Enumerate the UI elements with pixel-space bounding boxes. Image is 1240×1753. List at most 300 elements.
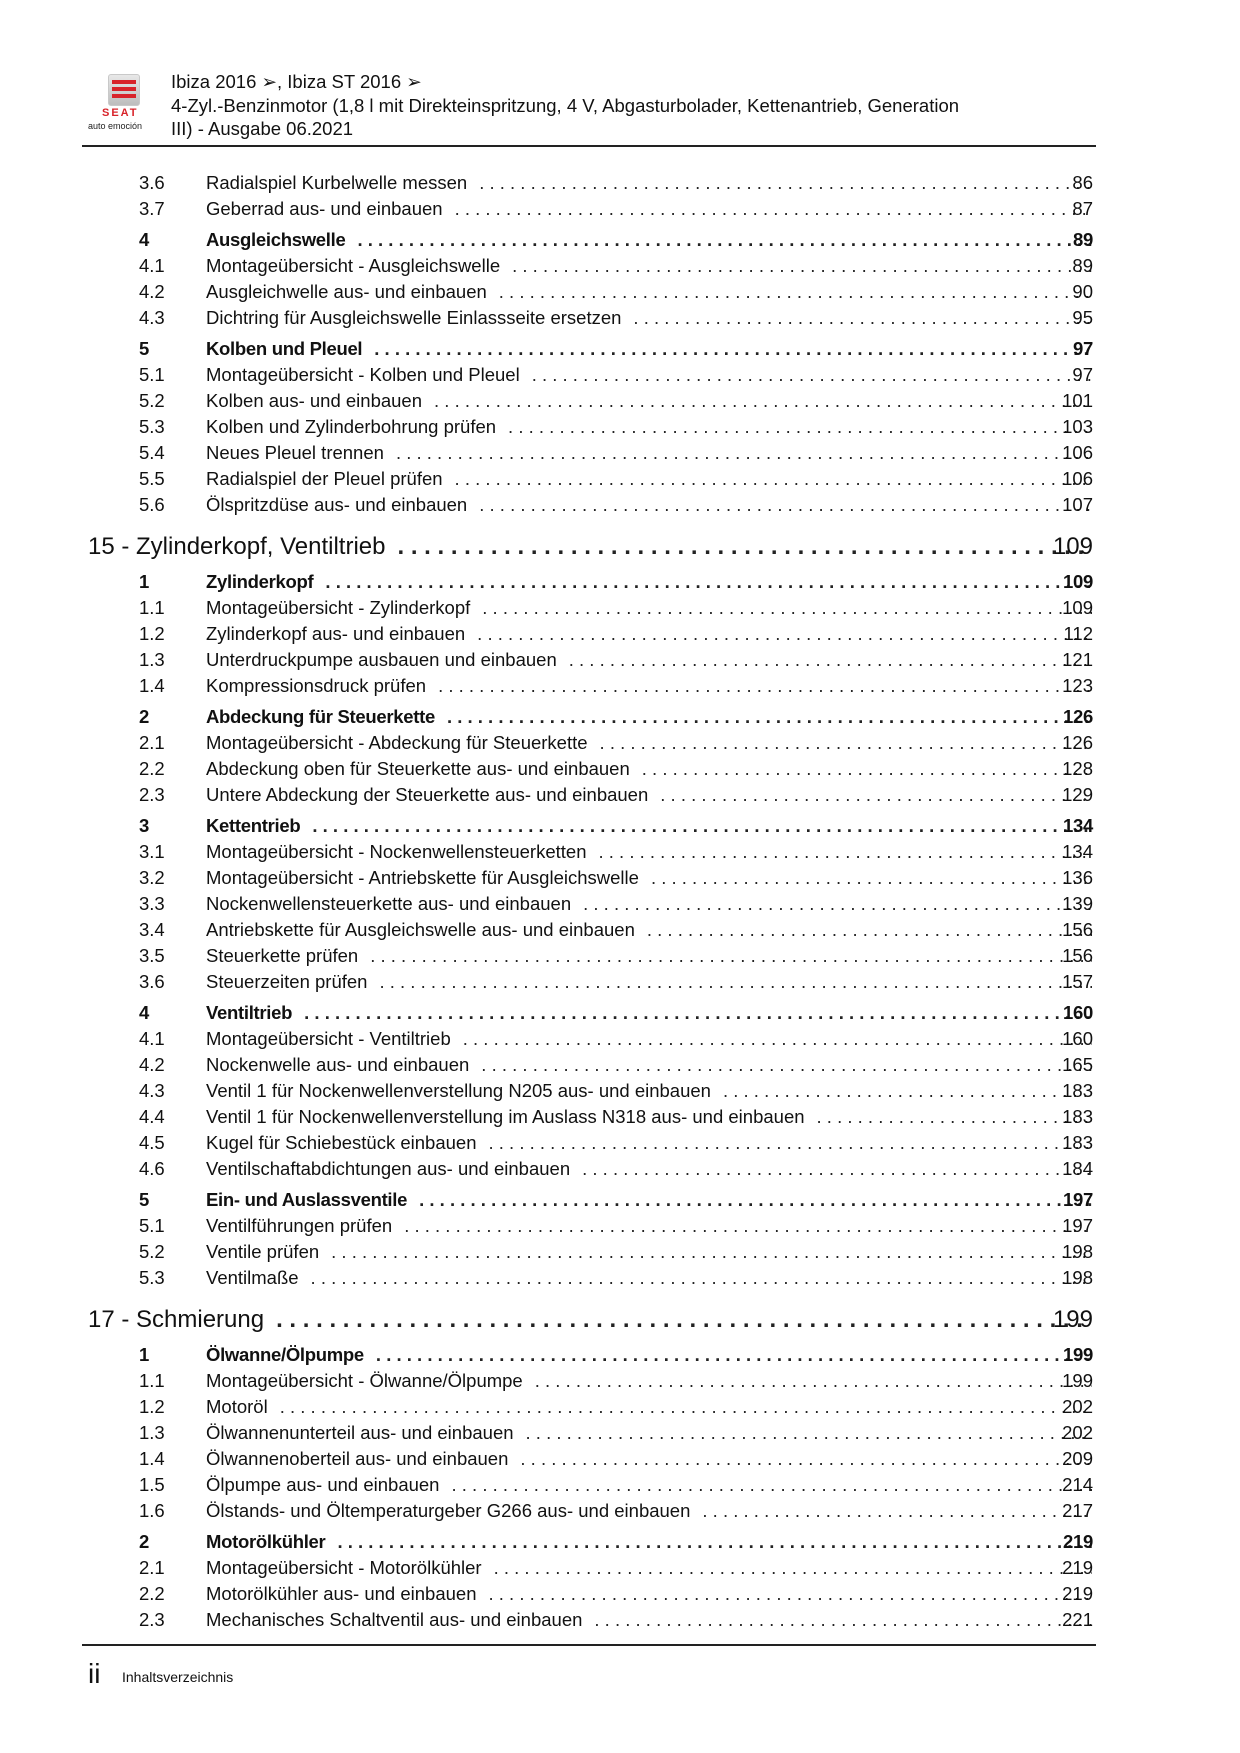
toc-title-wrap: [206, 839, 1092, 865]
dot-leader: [520, 1446, 1092, 1472]
dot-leader: [642, 756, 1092, 782]
toc-title-wrap: [206, 440, 1092, 466]
toc-page-number[interactable]: 129: [1062, 784, 1093, 805]
toc-title-wrap: [206, 1156, 1092, 1182]
toc-number: 4.2: [139, 281, 165, 302]
toc-page-number[interactable]: 214: [1062, 1474, 1093, 1495]
toc-title[interactable]: Motoröl: [206, 1396, 268, 1417]
toc-number: 2.1: [139, 1557, 165, 1578]
toc-title-wrap: [206, 227, 1092, 253]
toc-title-wrap: [206, 362, 1092, 388]
toc-entry[interactable]: [0, 1104, 1240, 1130]
toc-page-number[interactable]: 198: [1062, 1267, 1093, 1288]
footer-page-number: ii: [88, 1658, 101, 1689]
toc-page-number[interactable]: 126: [1063, 706, 1093, 727]
toc-title[interactable]: Ventil 1 für Nockenwellenverstellung N205 aus- und einbauen: [206, 1080, 711, 1101]
toc-page-number[interactable]: 90: [1072, 281, 1093, 302]
toc-number: 5.4: [139, 442, 165, 463]
toc-title[interactable]: Ölwanne/Ölpumpe: [206, 1344, 364, 1365]
dot-leader: [600, 730, 1092, 756]
toc-title-wrap: [206, 1529, 1092, 1555]
toc-page-number[interactable]: 219: [1062, 1557, 1093, 1578]
toc-title[interactable]: Montageübersicht - Nockenwellensteuerketten: [206, 841, 587, 862]
toc-title[interactable]: Montageübersicht - Ventiltrieb: [206, 1028, 451, 1049]
toc-title-wrap: [206, 279, 1092, 305]
toc-entry[interactable]: [0, 305, 1240, 331]
toc-number: 5.1: [139, 1215, 165, 1236]
toc-title[interactable]: Montageübersicht - Abdeckung für Steuerkette: [206, 732, 588, 753]
toc-page-number[interactable]: 156: [1062, 919, 1093, 940]
toc-entry[interactable]: [0, 1581, 1240, 1607]
toc-page-number[interactable]: 121: [1062, 649, 1093, 670]
toc-title[interactable]: Ölstands- und Öltemperaturgeber G266 aus- und einbauen: [206, 1500, 691, 1521]
toc-title-wrap: [206, 1446, 1092, 1472]
toc-page-number[interactable]: 139: [1062, 893, 1093, 914]
toc-title-wrap: [206, 1368, 1092, 1394]
toc-title-wrap: [206, 1187, 1092, 1213]
toc-title-wrap: [206, 1213, 1092, 1239]
toc-entry[interactable]: [0, 782, 1240, 808]
seat-logo: [88, 74, 156, 130]
toc-page-number[interactable]: 197: [1062, 1215, 1093, 1236]
toc-title-wrap: [206, 595, 1092, 621]
toc-number: 5.5: [139, 468, 165, 489]
dot-leader: [434, 388, 1092, 414]
toc-entry[interactable]: [0, 196, 1240, 222]
dot-leader: [512, 253, 1092, 279]
toc-title[interactable]: Kolben und Zylinderbohrung prüfen: [206, 416, 497, 437]
seat-logo-icon: [108, 74, 140, 106]
toc-number: 1.2: [139, 623, 165, 644]
toc-number: 1.2: [139, 1396, 165, 1417]
toc-title-wrap: [206, 782, 1092, 808]
dot-leader: [494, 1555, 1092, 1581]
dot-leader: [633, 305, 1092, 331]
toc-title[interactable]: Mechanisches Schaltventil aus- und einbauen: [206, 1609, 583, 1630]
toc-title-wrap: [206, 414, 1092, 440]
toc-title-wrap: [206, 1472, 1092, 1498]
toc-title[interactable]: Ölspritzdüse aus- und einbauen: [206, 494, 468, 515]
toc-entry[interactable]: [0, 1368, 1240, 1394]
toc-number: 3: [139, 815, 149, 836]
dot-leader: [304, 1000, 1092, 1026]
toc-title-wrap: [206, 865, 1092, 891]
toc-title[interactable]: Ventiltrieb: [206, 1002, 293, 1023]
toc-entry[interactable]: [0, 647, 1240, 673]
toc-number: 4.1: [139, 255, 165, 276]
dot-leader: [455, 196, 1092, 222]
toc-number: 4.1: [139, 1028, 165, 1049]
toc-page-number[interactable]: 183: [1062, 1132, 1093, 1153]
toc-title-wrap: [206, 1498, 1092, 1524]
toc-chapter[interactable]: [0, 530, 1240, 564]
toc-title[interactable]: Montageübersicht - Antriebskette für Ausgleichswelle: [206, 867, 639, 888]
toc-title-wrap: [206, 1394, 1092, 1420]
toc-number: 4: [139, 1002, 149, 1023]
toc-title[interactable]: Zylinderkopf aus- und einbauen: [206, 623, 466, 644]
toc-page-number[interactable]: 183: [1062, 1106, 1093, 1127]
toc-title[interactable]: Neues Pleuel trennen: [206, 442, 384, 463]
toc-number: 1.5: [139, 1474, 165, 1495]
toc-page-number[interactable]: 109: [1063, 571, 1093, 592]
toc-title[interactable]: Untere Abdeckung der Steuerkette aus- und einbauen: [206, 784, 649, 805]
toc-page-number[interactable]: 106: [1062, 468, 1093, 489]
toc-number: 5.3: [139, 1267, 165, 1288]
toc-number: 5.1: [139, 364, 165, 385]
toc-title[interactable]: Nockenwellensteuerkette aus- und einbauen: [206, 893, 572, 914]
toc-title-wrap: [206, 1607, 1092, 1633]
dot-leader: [569, 647, 1092, 673]
toc-title-wrap: [206, 969, 1092, 995]
toc-title[interactable]: Montageübersicht - Kolben und Pleuel: [206, 364, 520, 385]
toc-number: 1.3: [139, 649, 165, 670]
toc-entry[interactable]: [0, 917, 1240, 943]
toc-section[interactable]: [0, 1342, 1240, 1368]
toc-page-number[interactable]: 109: [1052, 533, 1093, 560]
toc-title-wrap: [206, 647, 1092, 673]
toc-title[interactable]: Montageübersicht - Ölwanne/Ölpumpe: [206, 1370, 523, 1391]
toc-number: 2: [139, 706, 149, 727]
toc-page-number[interactable]: 95: [1072, 307, 1093, 328]
toc-page-number[interactable]: 86: [1072, 172, 1093, 193]
toc-title[interactable]: Ventilführungen prüfen: [206, 1215, 393, 1236]
toc-title[interactable]: Ventilschaftabdichtungen aus- und einbauen: [206, 1158, 571, 1179]
toc-entry[interactable]: [0, 1213, 1240, 1239]
logo-brand: SEAT: [102, 107, 139, 119]
toc-entry[interactable]: [0, 1130, 1240, 1156]
toc-title[interactable]: Ölpumpe aus- und einbauen: [206, 1474, 440, 1495]
toc-title-wrap: [206, 891, 1092, 917]
toc-title[interactable]: 15 - Zylinderkopf, Ventiltrieb: [88, 533, 386, 560]
toc-title-wrap: [206, 673, 1092, 699]
toc-title-wrap: [206, 1078, 1092, 1104]
toc-title-wrap: [206, 917, 1092, 943]
toc-title[interactable]: Antriebskette für Ausgleichswelle aus- und einbauen: [206, 919, 635, 940]
dot-leader: [357, 227, 1092, 253]
toc-title[interactable]: Motorölkühler: [206, 1531, 326, 1552]
toc-entry[interactable]: [0, 253, 1240, 279]
toc-page-number[interactable]: 197: [1063, 1189, 1093, 1210]
dot-leader: [396, 440, 1092, 466]
dot-leader: [331, 1239, 1092, 1265]
toc-page-number[interactable]: 97: [1073, 338, 1093, 359]
toc-chapter[interactable]: [0, 1303, 1240, 1337]
toc-title[interactable]: Zylinderkopf: [206, 571, 314, 592]
toc-page-number[interactable]: 199: [1063, 1344, 1093, 1365]
header-line-model: Ibiza 2016 ➢, Ibiza ST 2016 ➢: [171, 71, 422, 92]
toc-title[interactable]: Kolben aus- und einbauen: [206, 390, 423, 411]
header-line-engine: 4-Zyl.-Benzinmotor (1,8 l mit Direkteinspritzung, 4 V, Abgasturbolader, Kettenantrieb, Generation: [171, 94, 960, 116]
toc-page-number[interactable]: 136: [1062, 867, 1093, 888]
toc-number: 5.6: [139, 494, 165, 515]
toc-number: 4.6: [139, 1158, 165, 1179]
toc-number: 5.3: [139, 416, 165, 437]
toc-title-wrap: [206, 1104, 1092, 1130]
dot-leader: [526, 1420, 1092, 1446]
toc-title[interactable]: Kompressionsdruck prüfen: [206, 675, 427, 696]
toc-number: 3.6: [139, 971, 165, 992]
toc-number: 1.6: [139, 1500, 165, 1521]
toc-page-number[interactable]: 157: [1062, 971, 1093, 992]
toc-title[interactable]: Ausgleichswelle: [206, 229, 346, 250]
toc-entry[interactable]: [0, 756, 1240, 782]
dot-leader: [447, 704, 1092, 730]
toc-entry[interactable]: [0, 969, 1240, 995]
toc-title[interactable]: Unterdruckpumpe ausbauen und einbauen: [206, 649, 557, 670]
dot-leader: [508, 414, 1092, 440]
dot-leader: [312, 813, 1092, 839]
toc-number: 3.7: [139, 198, 165, 219]
toc-title-wrap: [206, 1555, 1092, 1581]
toc-entry[interactable]: [0, 440, 1240, 466]
toc-page-number[interactable]: 103: [1062, 416, 1093, 437]
dot-leader: [583, 891, 1092, 917]
toc-title[interactable]: Ölwannenoberteil aus- und einbauen: [206, 1448, 509, 1469]
toc-page-number[interactable]: 199: [1052, 1306, 1093, 1333]
toc-number: 4.3: [139, 307, 165, 328]
toc-section[interactable]: [0, 704, 1240, 730]
toc-title-wrap: [88, 530, 1090, 564]
toc-title-wrap: [206, 1342, 1092, 1368]
toc-page-number[interactable]: 109: [1062, 597, 1093, 618]
toc-title[interactable]: Kugel für Schiebestück einbauen: [206, 1132, 477, 1153]
toc-number: 4.3: [139, 1080, 165, 1101]
toc-entry[interactable]: [0, 1555, 1240, 1581]
toc-number: 1.4: [139, 675, 165, 696]
toc-title[interactable]: Dichtring für Ausgleichswelle Einlassseite ersetzen: [206, 307, 622, 328]
dot-leader: [276, 1303, 1090, 1337]
toc-entry[interactable]: [0, 1472, 1240, 1498]
dot-leader: [723, 1078, 1092, 1104]
toc-entry[interactable]: [0, 279, 1240, 305]
toc-number: 3.4: [139, 919, 165, 940]
dot-leader: [479, 492, 1092, 518]
toc-entry[interactable]: [0, 170, 1240, 196]
toc-title-wrap: [206, 1130, 1092, 1156]
toc-entry[interactable]: [0, 1239, 1240, 1265]
toc-number: 5.2: [139, 1241, 165, 1262]
toc-page-number[interactable]: 217: [1062, 1500, 1093, 1521]
footer-divider: [82, 1644, 1096, 1646]
dot-leader: [582, 1156, 1092, 1182]
toc-entry[interactable]: [0, 414, 1240, 440]
toc-page-number[interactable]: 183: [1062, 1080, 1093, 1101]
dot-leader: [488, 1581, 1092, 1607]
toc-number: 4.5: [139, 1132, 165, 1153]
toc-title[interactable]: Steuerkette prüfen: [206, 945, 359, 966]
toc-page-number[interactable]: 107: [1062, 494, 1093, 515]
toc-entry[interactable]: [0, 1420, 1240, 1446]
toc-entry[interactable]: [0, 595, 1240, 621]
dot-leader: [370, 943, 1092, 969]
toc-entry[interactable]: [0, 730, 1240, 756]
toc-entry[interactable]: [0, 1498, 1240, 1524]
dot-leader: [702, 1498, 1092, 1524]
toc-number: 4.4: [139, 1106, 165, 1127]
toc-title-wrap: [206, 305, 1092, 331]
toc-page-number[interactable]: 126: [1062, 732, 1093, 753]
toc-title[interactable]: Radialspiel der Pleuel prüfen: [206, 468, 443, 489]
toc-title[interactable]: Ventilmaße: [206, 1267, 299, 1288]
toc-title[interactable]: Ventile prüfen: [206, 1241, 320, 1262]
toc-page-number[interactable]: 97: [1072, 364, 1093, 385]
dot-leader: [481, 1052, 1092, 1078]
toc-title[interactable]: Abdeckung für Steuerkette: [206, 706, 435, 727]
toc-page-number[interactable]: 219: [1062, 1583, 1093, 1604]
toc-section[interactable]: [0, 227, 1240, 253]
toc-title[interactable]: Motorölkühler aus- und einbauen: [206, 1583, 477, 1604]
toc-number: 1.3: [139, 1422, 165, 1443]
toc-title-wrap: [206, 388, 1092, 414]
toc-title[interactable]: Montageübersicht - Motorölkühler: [206, 1557, 482, 1578]
toc-page-number[interactable]: 221: [1062, 1609, 1093, 1630]
toc-title[interactable]: Abdeckung oben für Steuerkette aus- und einbauen: [206, 758, 630, 779]
toc-title-wrap: [206, 1581, 1092, 1607]
toc-title[interactable]: Ausgleichwelle aus- und einbauen: [206, 281, 487, 302]
dot-leader: [817, 1104, 1092, 1130]
toc-number: 3.5: [139, 945, 165, 966]
toc-number: 3.6: [139, 172, 165, 193]
toc-entry[interactable]: [0, 1394, 1240, 1420]
dot-leader: [374, 336, 1092, 362]
toc-title[interactable]: Ein- und Auslassventile: [206, 1189, 408, 1210]
toc-title[interactable]: Kettentrieb: [206, 815, 301, 836]
toc-page-number[interactable]: 101: [1062, 390, 1093, 411]
toc-title-wrap: [206, 1026, 1092, 1052]
toc-entry[interactable]: [0, 891, 1240, 917]
toc-page-number[interactable]: 134: [1063, 815, 1093, 836]
toc-title[interactable]: 17 - Schmierung: [88, 1306, 265, 1333]
toc-title-wrap: [206, 569, 1092, 595]
header-line-edition: III) - Ausgabe 06.2021: [171, 118, 354, 139]
toc-number: 2.3: [139, 1609, 165, 1630]
toc-entry[interactable]: [0, 673, 1240, 699]
toc-number: 3.1: [139, 841, 165, 862]
toc-entry[interactable]: [0, 466, 1240, 492]
toc-page-number[interactable]: 128: [1062, 758, 1093, 779]
toc-section[interactable]: [0, 1529, 1240, 1555]
toc-title[interactable]: Montageübersicht - Zylinderkopf: [206, 597, 471, 618]
toc-page-number[interactable]: 160: [1062, 1028, 1093, 1049]
toc-page-number[interactable]: 160: [1063, 1002, 1093, 1023]
dot-leader: [379, 969, 1092, 995]
toc-page-number[interactable]: 106: [1062, 442, 1093, 463]
toc-title[interactable]: Steuerzeiten prüfen: [206, 971, 368, 992]
toc-title-wrap: [206, 196, 1092, 222]
toc-number: 2.1: [139, 732, 165, 753]
dot-leader: [532, 362, 1092, 388]
toc-page-number[interactable]: 87: [1072, 198, 1093, 219]
toc-title-wrap: [206, 1239, 1092, 1265]
toc-page-number[interactable]: 198: [1062, 1241, 1093, 1262]
toc-title[interactable]: Kolben und Pleuel: [206, 338, 363, 359]
toc-number: 2.2: [139, 758, 165, 779]
toc-section[interactable]: [0, 569, 1240, 595]
toc-entry[interactable]: [0, 1446, 1240, 1472]
dot-leader: [477, 621, 1092, 647]
toc-title-wrap: [206, 730, 1092, 756]
toc-entry[interactable]: [0, 388, 1240, 414]
header-divider: [82, 145, 1096, 147]
toc-number: 5: [139, 1189, 149, 1210]
toc-number: 1: [139, 1344, 149, 1365]
toc-title[interactable]: Montageübersicht - Ausgleichswelle: [206, 255, 501, 276]
toc-title-wrap: [206, 943, 1092, 969]
toc-page-number[interactable]: 156: [1062, 945, 1093, 966]
dot-leader: [489, 1130, 1093, 1156]
toc-section[interactable]: [0, 336, 1240, 362]
toc-page-number[interactable]: 165: [1062, 1054, 1093, 1075]
toc-number: 1.1: [139, 597, 165, 618]
dot-leader: [660, 782, 1092, 808]
toc-entry[interactable]: [0, 1156, 1240, 1182]
toc-number: 5.2: [139, 390, 165, 411]
toc-page-number[interactable]: 219: [1063, 1531, 1093, 1552]
dot-leader: [455, 466, 1092, 492]
toc-title-wrap: [206, 336, 1092, 362]
dot-leader: [325, 569, 1092, 595]
toc-title-wrap: [206, 813, 1092, 839]
toc-entry[interactable]: [0, 621, 1240, 647]
toc-title[interactable]: Geberrad aus- und einbauen: [206, 198, 443, 219]
toc-page-number[interactable]: 134: [1062, 841, 1093, 862]
toc-page-number[interactable]: 202: [1062, 1396, 1093, 1417]
toc-number: 4: [139, 229, 149, 250]
toc-page-number[interactable]: 184: [1062, 1158, 1093, 1179]
toc-section[interactable]: [0, 1187, 1240, 1213]
dot-leader: [397, 530, 1090, 564]
toc-section[interactable]: [0, 1000, 1240, 1026]
toc-entry[interactable]: [0, 943, 1240, 969]
dot-leader: [337, 1529, 1092, 1555]
toc-number: 2.2: [139, 1583, 165, 1604]
dot-leader: [599, 839, 1093, 865]
toc-entry[interactable]: [0, 1026, 1240, 1052]
toc-page-number[interactable]: 123: [1062, 675, 1093, 696]
toc-page-number[interactable]: 89: [1073, 229, 1093, 250]
toc-entry[interactable]: [0, 1052, 1240, 1078]
toc-entry[interactable]: [0, 1265, 1240, 1291]
toc-page-number[interactable]: 89: [1072, 255, 1093, 276]
toc-page-number[interactable]: 202: [1062, 1422, 1093, 1443]
toc-entry[interactable]: [0, 1607, 1240, 1633]
toc-page-number[interactable]: 209: [1062, 1448, 1093, 1469]
toc-number: 1.1: [139, 1370, 165, 1391]
toc-title[interactable]: Ölwannenunterteil aus- und einbauen: [206, 1422, 514, 1443]
dot-leader: [376, 1342, 1092, 1368]
toc-entry[interactable]: [0, 492, 1240, 518]
toc-entry[interactable]: [0, 1078, 1240, 1104]
toc-number: 3.2: [139, 867, 165, 888]
dot-leader: [404, 1213, 1092, 1239]
toc-number: 4.2: [139, 1054, 165, 1075]
toc-title-wrap: [206, 1265, 1092, 1291]
toc-entry[interactable]: [0, 865, 1240, 891]
toc-number: 3.3: [139, 893, 165, 914]
dot-leader: [651, 865, 1092, 891]
toc-title[interactable]: Ventil 1 für Nockenwellenverstellung im Auslass N318 aus- und einbauen: [206, 1106, 805, 1127]
toc-section[interactable]: [0, 813, 1240, 839]
toc-title[interactable]: Nockenwelle aus- und einbauen: [206, 1054, 470, 1075]
toc-title-wrap: [206, 704, 1092, 730]
toc-entry[interactable]: [0, 839, 1240, 865]
toc-title[interactable]: Radialspiel Kurbelwelle messen: [206, 172, 468, 193]
toc-page-number[interactable]: 112: [1063, 623, 1093, 644]
toc-page-number[interactable]: 199: [1062, 1370, 1093, 1391]
toc-entry[interactable]: [0, 362, 1240, 388]
footer-label: Inhaltsverzeichnis: [122, 1669, 234, 1685]
toc-number: 1: [139, 571, 149, 592]
